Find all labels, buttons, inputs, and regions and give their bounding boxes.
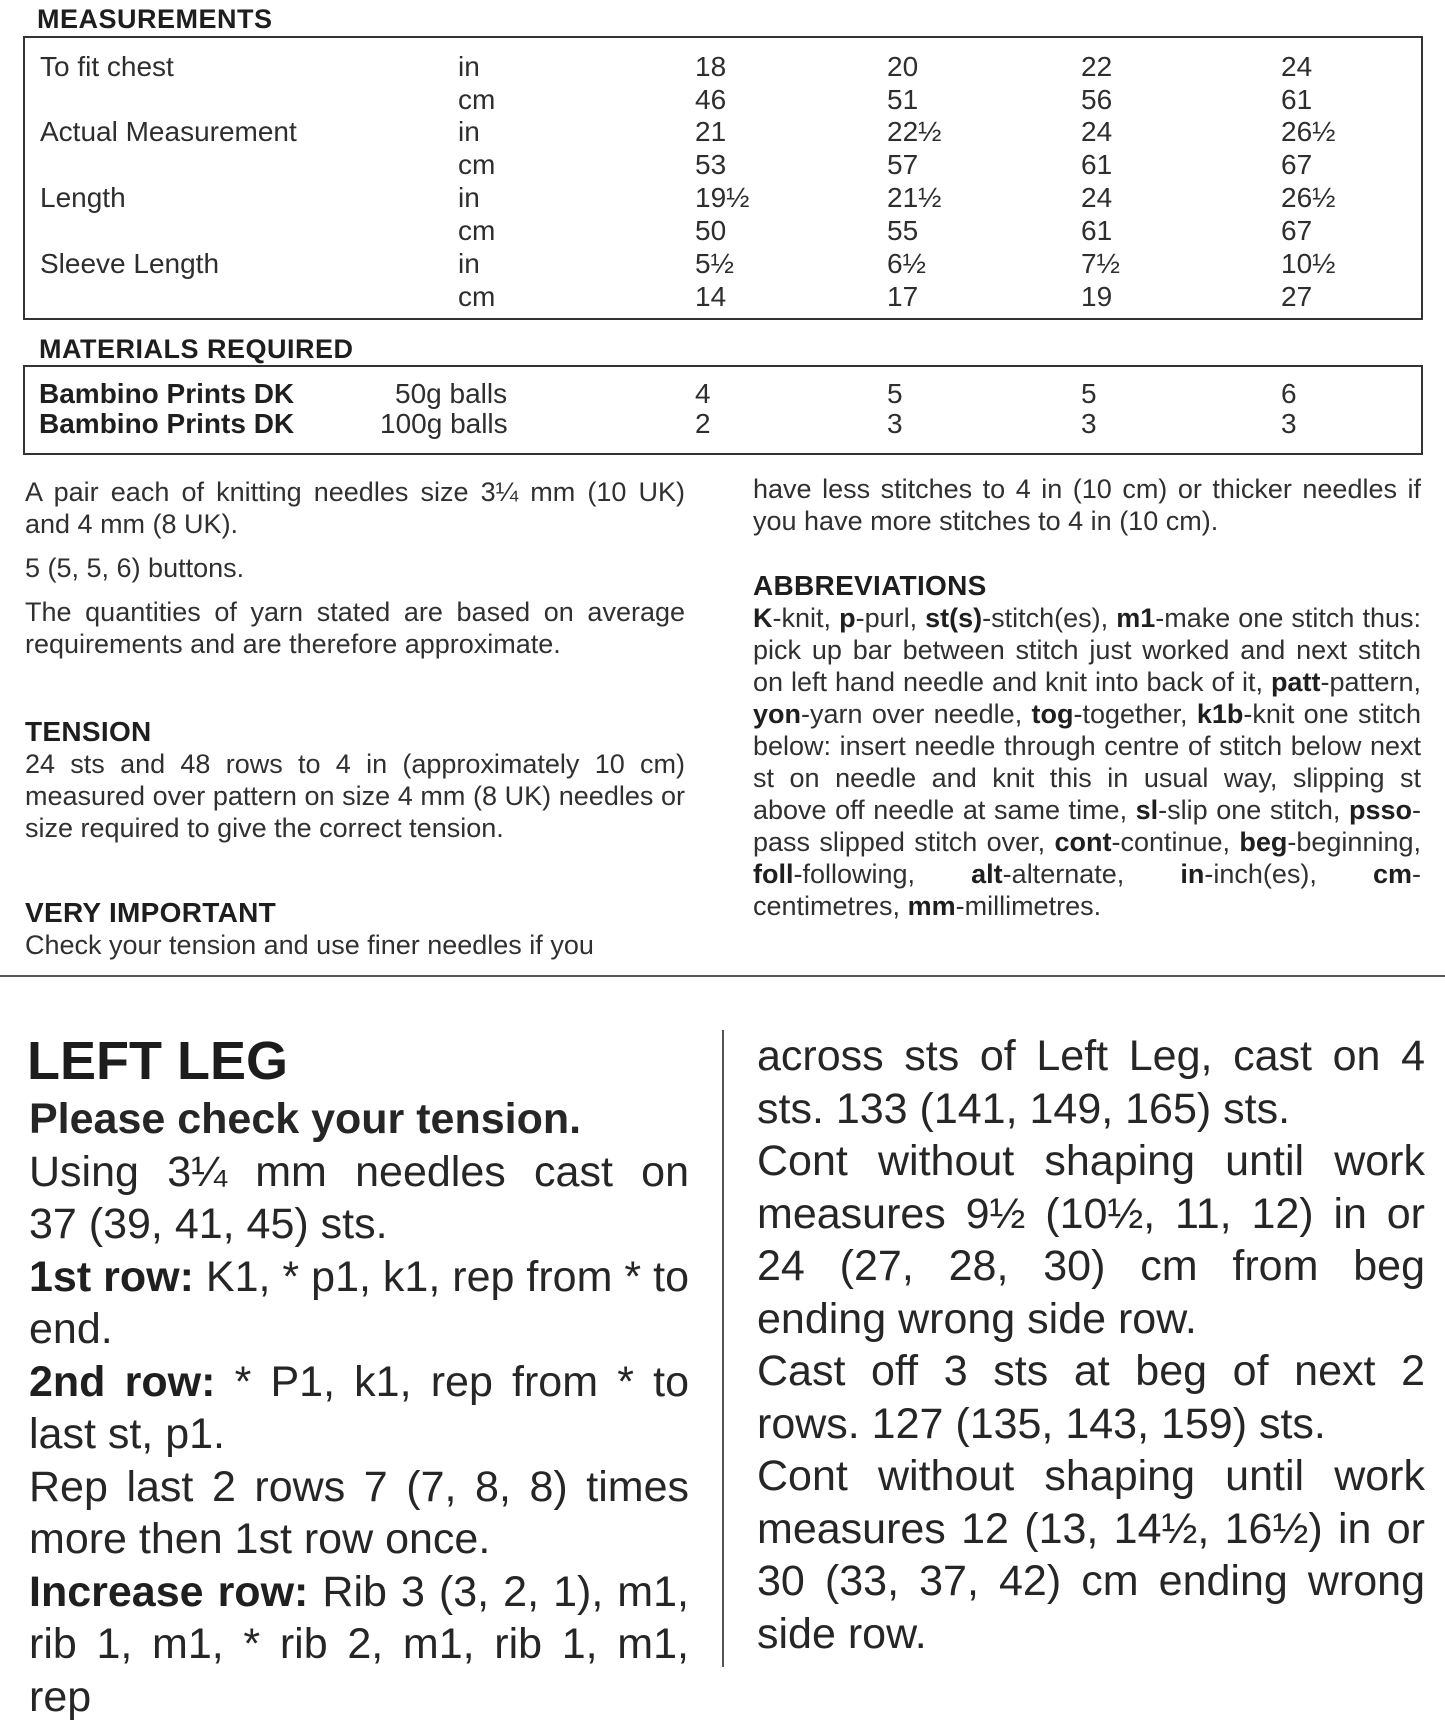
measurement-unit: cm	[458, 84, 496, 115]
instruction-line	[29, 1566, 689, 1619]
measurement-value: 22½	[887, 116, 942, 147]
abbreviation-term: alt	[971, 859, 1003, 889]
measurement-value: 21½	[887, 182, 942, 213]
instruction-line: ending wrong side row.	[757, 1294, 1197, 1343]
measurement-value: 56	[1081, 84, 1113, 115]
very-important-text	[25, 929, 685, 961]
instruction-text: 37 (39, 41, 45) sts.	[29, 1200, 388, 1248]
instruction-line	[29, 1618, 689, 1723]
measurements-heading: MEASUREMENTS	[37, 4, 273, 34]
abbreviation-term: st(s)	[925, 603, 983, 633]
buttons-text: 5 (5, 5, 6) buttons.	[25, 553, 245, 583]
measurement-label: To fit chest	[40, 51, 174, 82]
measurement-value: 14	[695, 281, 727, 312]
abbreviations-paragraph: K-knit, p-purl, st(s)-stitch(es), m1-make one stitch thus: pick up bar between stitch just worked and next stitch on left hand needle and knit into back of it, patt-pattern, yon-yarn over needle, tog-together, k1b-knit one stitch below: insert needle through centre of stitch below next st on needle and knit this in usual way, slipping st above off needle at same time, sl-slip one stitch, psso-pass slipped stitch over, cont-continue, beg-beginning, foll-following, alt-alternate, in-inch(es), cm-centimetres, mm-millimetres.	[753, 603, 1421, 921]
measurement-value: 61	[1081, 149, 1113, 180]
abbreviation-definition: purl,	[864, 603, 926, 633]
yarn-name: Bambino Prints DK	[39, 408, 295, 439]
measurement-value: 24	[1081, 182, 1113, 213]
abbreviation-definition: alternate,	[1011, 859, 1181, 889]
measurement-row	[25, 50, 1421, 83]
abbreviation-definition: slip one stitch,	[1167, 795, 1349, 825]
measurement-label: Length	[40, 182, 126, 213]
abbreviation-term: psso	[1348, 795, 1412, 825]
abbreviation-term: tog	[1031, 699, 1074, 729]
instruction-line: rows. 127 (135, 143, 159) sts.	[757, 1399, 1326, 1448]
abbreviations-heading: ABBREVIATIONS	[753, 570, 987, 601]
ball-count: 5	[887, 378, 903, 409]
measurement-value: 17	[887, 281, 919, 312]
measurement-value: 10½	[1281, 248, 1336, 279]
measurement-value: 57	[887, 149, 919, 180]
ball-count: 3	[1281, 408, 1297, 439]
tension-heading: TENSION	[25, 716, 152, 747]
instruction-line	[29, 1251, 689, 1304]
measurement-value: 50	[695, 215, 727, 246]
instruction-line	[29, 1303, 689, 1356]
abbreviation-definition: continue,	[1120, 827, 1240, 857]
instruction-line: measures 12 (13, 14½, 16½) in or	[757, 1504, 1425, 1553]
important-paragraph: Check your tension and use finer needles if you	[25, 930, 594, 960]
abbreviation-term: m1	[1116, 603, 1156, 633]
measurement-value: 19½	[695, 182, 750, 213]
continued-paragraph: have less stitches to 4 in (10 cm) or thicker needles if you have more stitches to 4 in (10 cm).	[753, 474, 1421, 536]
measurement-value: 53	[695, 149, 727, 180]
ball-count: 3	[887, 408, 903, 439]
abbreviation-definition: beginning,	[1296, 827, 1421, 857]
materials-table	[23, 365, 1423, 455]
measurement-value: 61	[1281, 84, 1313, 115]
measurement-value: 67	[1281, 149, 1313, 180]
abbreviation-definition: pattern,	[1329, 667, 1421, 697]
abbreviation-definition: pass slipped stitch over,	[753, 827, 1055, 857]
instruction-text: end.	[29, 1305, 113, 1353]
ball-count: 2	[695, 408, 711, 439]
row-label: 2nd row:	[29, 1357, 216, 1406]
abbreviation-term: in	[1180, 859, 1205, 889]
instruction-line	[29, 1408, 689, 1461]
measurement-value: 18	[695, 51, 727, 82]
abbreviation-term: beg	[1239, 827, 1288, 857]
abbreviation-definition: together,	[1082, 699, 1197, 729]
abbreviation-definition: millimetres.	[964, 891, 1102, 921]
left-leg-instructions	[29, 1093, 689, 1723]
measurement-row	[25, 280, 1421, 313]
materials-row	[25, 377, 1421, 410]
abbreviation-term: p	[839, 603, 856, 633]
instruction-line: 24 (27, 28, 30) cm from beg	[757, 1242, 1425, 1290]
abbreviation-term: sl	[1135, 795, 1159, 825]
very-important-heading: VERY IMPORTANT	[25, 897, 277, 928]
abbreviation-term: K	[753, 603, 773, 633]
instruction-line: measures 9½ (10½, 11, 12) in or	[757, 1189, 1425, 1238]
measurement-value: 19	[1081, 281, 1113, 312]
needles-text: A pair each of knitting needles size 3¼ mm (10 UK) and 4 mm (8 UK).	[25, 477, 685, 539]
instruction-line	[29, 1146, 689, 1199]
ball-count: 3	[1081, 408, 1097, 439]
abbreviation-term: k1b	[1196, 699, 1244, 729]
tension-text	[25, 748, 685, 844]
instruction-line: Cont without shaping until work	[757, 1452, 1425, 1500]
abbreviation-definition: centimetres,	[753, 891, 908, 921]
abbreviation-definition: knit one stitch below: insert needle through centre of stitch below next st on needle and knit this in usual way, slipping st above off needle at same time,	[753, 699, 1421, 825]
materials-row	[25, 407, 1421, 440]
column-divider	[722, 1030, 724, 1667]
measurement-value: 24	[1281, 51, 1313, 82]
row-label: 1st row:	[29, 1252, 194, 1301]
abbreviation-term: cont	[1054, 827, 1112, 857]
measurement-value: 55	[887, 215, 919, 246]
instruction-line: Cast off 3 sts at beg of next 2	[757, 1347, 1425, 1395]
measurement-unit: cm	[458, 215, 496, 246]
abbreviation-term: foll	[753, 859, 794, 889]
ball-count: 6	[1281, 378, 1297, 409]
measurement-row	[25, 181, 1421, 214]
measurement-row	[25, 83, 1421, 116]
measurement-value: 26½	[1281, 116, 1336, 147]
abbreviation-definition: inch(es),	[1213, 859, 1373, 889]
section-divider	[0, 975, 1445, 977]
measurement-unit: in	[458, 51, 480, 82]
ball-count: 5	[1081, 378, 1097, 409]
measurement-value: 46	[695, 84, 727, 115]
instruction-line: across sts of Left Leg, cast on 4	[757, 1032, 1425, 1080]
instruction-text: more then 1st row once.	[29, 1515, 491, 1563]
abbreviation-term: yon	[753, 699, 802, 729]
quantities-text: The quantities of yarn stated are based on average requirements and are therefore approximate.	[25, 597, 685, 659]
instruction-text: Rib 3 (3, 2, 1), m1,	[308, 1567, 689, 1616]
instruction-text: rib 1, m1, * rib 2, m1, rib 1, m1, rep	[29, 1620, 689, 1721]
measurement-unit: cm	[458, 149, 496, 180]
instruction-line: Cont without shaping until work	[757, 1137, 1425, 1185]
measurement-row	[25, 148, 1421, 181]
measurement-value: 27	[1281, 281, 1313, 312]
measurement-label: Sleeve Length	[40, 248, 220, 279]
abbreviation-definition: stitch(es),	[991, 603, 1117, 633]
continuation-instructions	[757, 1030, 1425, 1660]
row-label: Increase row:	[29, 1567, 309, 1616]
measurement-value: 22	[1081, 51, 1113, 82]
instruction-line: sts. 133 (141, 149, 165) sts.	[757, 1084, 1291, 1133]
measurement-label: Actual Measurement	[40, 116, 297, 147]
instruction-text: Using 3¼ mm needles cast on	[29, 1147, 689, 1196]
abbreviation-definition: yarn over needle,	[810, 699, 1032, 729]
instruction-line	[29, 1513, 689, 1566]
yarn-name: Bambino Prints DK	[39, 378, 295, 409]
instruction-text: Rep last 2 rows 7 (7, 8, 8) times	[29, 1462, 689, 1511]
instruction-line: side row.	[757, 1609, 927, 1658]
ball-size: 100g balls	[380, 408, 508, 439]
measurement-row	[25, 247, 1421, 280]
measurement-value: 5½	[695, 248, 734, 279]
measurement-row	[25, 115, 1421, 148]
tension-continued	[753, 473, 1421, 537]
measurement-value: 51	[887, 84, 919, 115]
abbreviation-definition: following,	[802, 859, 972, 889]
measurement-value: 20	[887, 51, 919, 82]
abbreviation-term: mm	[907, 891, 956, 921]
instruction-line	[29, 1461, 689, 1514]
measurement-value: 6½	[887, 248, 926, 279]
ball-size: 50g balls	[395, 378, 508, 409]
measurement-value: 61	[1081, 215, 1113, 246]
instruction-line	[29, 1198, 689, 1251]
measurement-unit: cm	[458, 281, 496, 312]
left-leg-title: LEFT LEG	[27, 1031, 288, 1091]
abbreviation-term: cm	[1372, 859, 1412, 889]
ball-count: 4	[695, 378, 711, 409]
abbreviation-definition: make one stitch thus: pick up bar between stitch just worked and next stitch on left hand needle and knit into back of it,	[753, 603, 1421, 697]
instruction-line	[29, 1356, 689, 1409]
measurement-value: 24	[1081, 116, 1113, 147]
measurement-row	[25, 214, 1421, 247]
measurement-unit: in	[458, 116, 480, 147]
measurement-value: 67	[1281, 215, 1313, 246]
instruction-line: 30 (33, 37, 42) cm ending wrong	[757, 1557, 1425, 1605]
abbreviation-definition: knit,	[781, 603, 840, 633]
instruction-text: * P1, k1, rep from * to	[215, 1357, 689, 1406]
measurement-unit: in	[458, 182, 480, 213]
instruction-text: last st, p1.	[29, 1410, 225, 1458]
abbreviation-term: patt	[1270, 667, 1321, 697]
materials-notes	[25, 476, 685, 660]
measurement-value: 7½	[1081, 248, 1120, 279]
measurement-value: 26½	[1281, 182, 1336, 213]
measurements-table	[23, 36, 1423, 320]
tension-paragraph: 24 sts and 48 rows to 4 in (approximately 10 cm) measured over pattern on size 4 mm (8 UK) needles or size required to give the correct tension.	[25, 749, 685, 843]
measurement-value: 21	[695, 116, 727, 147]
instruction-text: K1, * p1, k1, rep from * to	[193, 1252, 689, 1301]
measurement-unit: in	[458, 248, 480, 279]
check-tension-line: Please check your tension.	[29, 1095, 582, 1143]
abbreviations-text	[753, 602, 1421, 922]
materials-heading: MATERIALS REQUIRED	[39, 334, 354, 364]
